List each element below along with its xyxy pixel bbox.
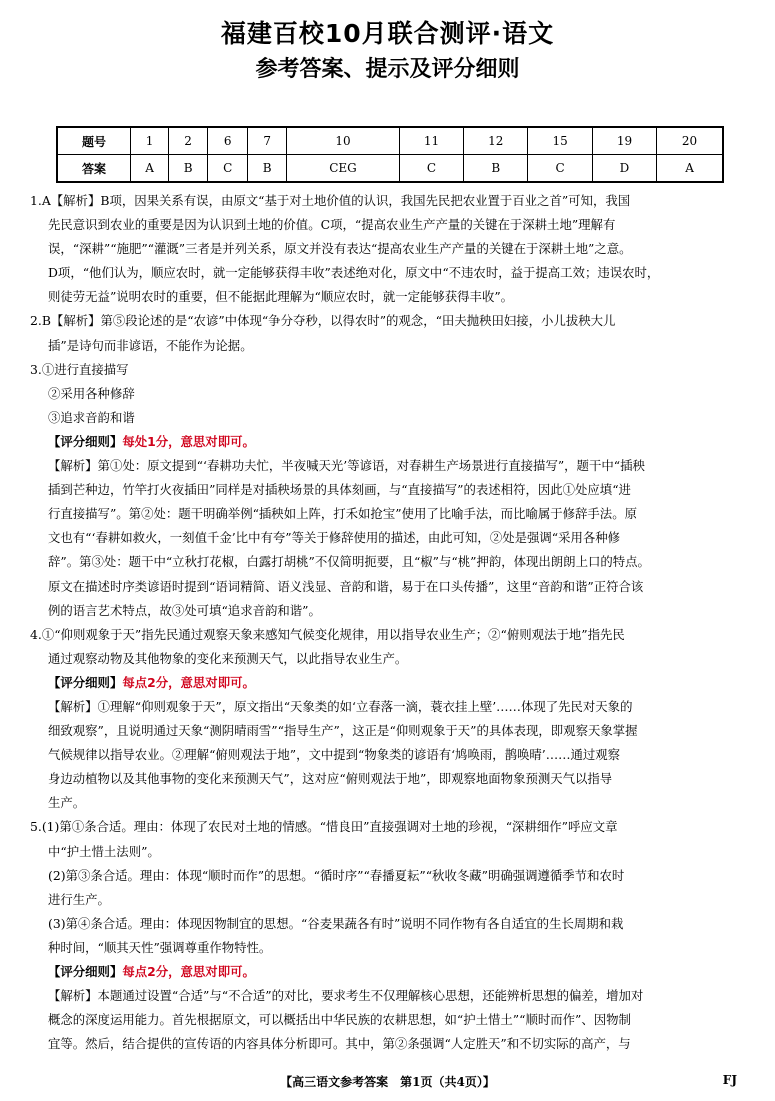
text-line: ③追求音韵和谐	[48, 409, 135, 425]
question-number-cell: 10	[287, 127, 400, 155]
text-line: 4.①“仰则观象于天”指先民通过观察天象来感知气候变化规律，用以指导农业生产；②“俯则观法于地”指先民	[30, 626, 625, 642]
text-line: 身边动植物以及其他事物的变化来预测天气”，这对应“俯则观法于地”，即观察地面物象预测天气以指导	[48, 771, 613, 787]
text-line: D项，“他们认为，顺应农时，就一定能够获得丰收”表述绝对化，原文中“不违农时，益于提高工效；违误农时，	[48, 265, 660, 281]
text-line: 【解析】①理解“仰则观象于天”，原文指出“天象类的如‘立春落一滴，蓑衣挂上壁’……体现了先民对天象的	[48, 698, 633, 714]
page-subtitle: 参考答案、提示及评分细则	[255, 57, 520, 82]
text-line: 3.①进行直接描写	[30, 361, 129, 377]
scoring-rule-text: 每处1分，意思对即可。	[122, 433, 255, 449]
text-line: 行直接描写”。第②处：题干明确举例“插秧如上阵，打禾如抢宝”使用了比喻手法，而比喻属于修辞手法。原	[48, 506, 637, 522]
text-line: 原文在描述时序类谚语时提到“语词精简、语义浅显、音韵和谐，易于在口头传播”，这里“音韵和谐”正符合该	[48, 578, 644, 594]
scoring-rule-label: 【评分细则】	[48, 674, 123, 690]
answer-cell: D	[592, 155, 656, 183]
text-line: 5.(1)第①条合适。理由：体现了农民对土地的情感。“惜良田”直接强调对土地的珍视，“深耕细作”呼应文章	[30, 819, 618, 835]
answer-cell: B	[464, 155, 528, 183]
scoring-rule-text: 每点2分，意思对即可。	[122, 674, 255, 690]
footer-region-code: FJ	[722, 1073, 737, 1087]
answer-cell: B	[248, 155, 287, 183]
scoring-rule-line	[30, 960, 748, 984]
text-line: 细致观察”，且说明通过天象“测阴晴雨雪”“指导生产”，这正是“仰则观象于天”的具体表现，即观察天象掌握	[48, 723, 638, 739]
scoring-rule-line	[30, 671, 748, 695]
answer-cell: B	[169, 155, 208, 183]
answer-cell: C	[208, 155, 248, 183]
question-number-cell: 15	[528, 127, 592, 155]
answer-table	[56, 126, 724, 183]
text-line: 插到芒种边，竹竿打火夜插田”同样是对插秧场景的具体刻画，与“直接描写”的表述相符，因此①处应填“进	[48, 482, 631, 498]
text-line: 气候规律以指导农业。②理解“俯则观法于地”，文中提到“物象类的谚语有‘鸠唤雨，鹊唤晴’……通过观察	[48, 747, 621, 763]
text-line: 误，“深耕”“施肥”“灌溉”三者是并列关系，原文并没有表达“提高农业生产产量的关键在于深耕土地”之意。	[48, 241, 632, 257]
answer-table-number-row	[57, 127, 723, 155]
text-line: 种时间，“顺其天性”强调尊重作物特性。	[48, 939, 272, 955]
answer-cell: CEG	[287, 155, 400, 183]
text-line: 进行生产。	[48, 891, 110, 907]
text-line: 文也有“‘春耕如救火，一刻值千金’比中有夸”等关于修辞使用的描述，由此可知，②处是强调“采用各种修	[48, 530, 621, 546]
table-header-cell: 答案	[57, 155, 131, 183]
scoring-rule-label: 【评分细则】	[48, 433, 123, 449]
question-number-cell: 7	[248, 127, 287, 155]
text-line: 插”是诗句而非谚语，不能作为论据。	[48, 337, 253, 353]
page-footer: 【高三语文参考答案 第1页（共4页）】	[280, 1075, 495, 1089]
text-line: 概念的深度运用能力。首先根据原文，可以概括出中华民族的农耕思想，如“护土惜土”“顺时而作”、因物制	[48, 1012, 631, 1028]
text-line: (3)第④条合适。理由：体现因物制宜的思想。“谷麦果蔬各有时”说明不同作物有各自适宜的生长周期和栽	[48, 915, 624, 931]
text-line: 1.A【解析】B项，因果关系有误，由原文“基于对土地价值的认识，我国先民把农业置于百业之首”可知，我国	[30, 193, 631, 208]
text-line: 宜等。然后，结合提供的宣传语的内容具体分析即可。其中，第②条强调“人定胜天”和不切实际的高产，与	[48, 1036, 631, 1052]
text-line: 2.B【解析】第⑤段论述的是“农谚”中体现“争分夺秒，以得农时”的观念，“田夫抛秧田妇接，小儿拔秧大儿	[30, 313, 616, 329]
text-line: (2)第③条合适。理由：体现“顺时而作”的思想。“循时序”“春播夏耘”“秋收冬藏”明确强调遵循季节和农时	[48, 867, 625, 883]
question-number-cell: 20	[657, 127, 723, 155]
text-line: 中“护土惜土法则”。	[48, 843, 160, 859]
answer-cell: A	[657, 155, 723, 183]
text-line: 生产。	[48, 795, 86, 811]
scoring-rule-text: 每点2分，意思对即可。	[122, 964, 255, 979]
question-number-cell: 11	[399, 127, 463, 155]
answer-cell: A	[131, 155, 169, 183]
question-number-cell: 6	[208, 127, 248, 155]
page-title: 福建百校10月联合测评·语文	[220, 19, 555, 48]
answer-cell: C	[528, 155, 592, 183]
table-header-cell: 题号	[57, 127, 131, 155]
text-line: ②采用各种修辞	[48, 385, 135, 401]
answer-cell: C	[399, 155, 463, 183]
question-number-cell: 12	[464, 127, 528, 155]
text-line: 例的语言艺术特点，故③处可填“追求音韵和谐”。	[48, 602, 321, 618]
answer-explanations	[30, 189, 748, 1056]
text-line: 先民意识到农业的重要是因为认识到土地的价值。C项，“提高农业生产产量的关键在于深耕土地”理解有	[48, 217, 616, 233]
text-line: 辞”。第③处：题干中“立秋打花椒，白露打胡桃”不仅简明扼要，且“椒”与“桃”押韵，体现出朗朗上口的特点。	[48, 554, 650, 570]
text-line: 则徒劳无益”说明农时的重要，但不能据此理解为“顺应农时，就一定能够获得丰收”。	[48, 289, 514, 305]
scoring-rule-line	[30, 430, 748, 454]
question-number-cell: 19	[592, 127, 656, 155]
text-line: 【解析】本题通过设置“合适”与“不合适”的对比，要求考生不仅理解核心思想，还能辨析思想的偏差，增加对	[48, 988, 644, 1004]
answer-table-answer-row	[57, 155, 723, 183]
scoring-rule-label: 【评分细则】	[48, 964, 123, 979]
question-number-cell: 1	[131, 127, 169, 155]
text-line: 通过观察动物及其他物象的变化来预测天气，以此指导农业生产。	[48, 650, 408, 666]
question-number-cell: 2	[169, 127, 208, 155]
text-line: 【解析】第①处：原文提到“‘春耕功夫忙，半夜喊天光’等谚语，对春耕生产场景进行直接描写”，题干中“插秧	[48, 458, 645, 474]
